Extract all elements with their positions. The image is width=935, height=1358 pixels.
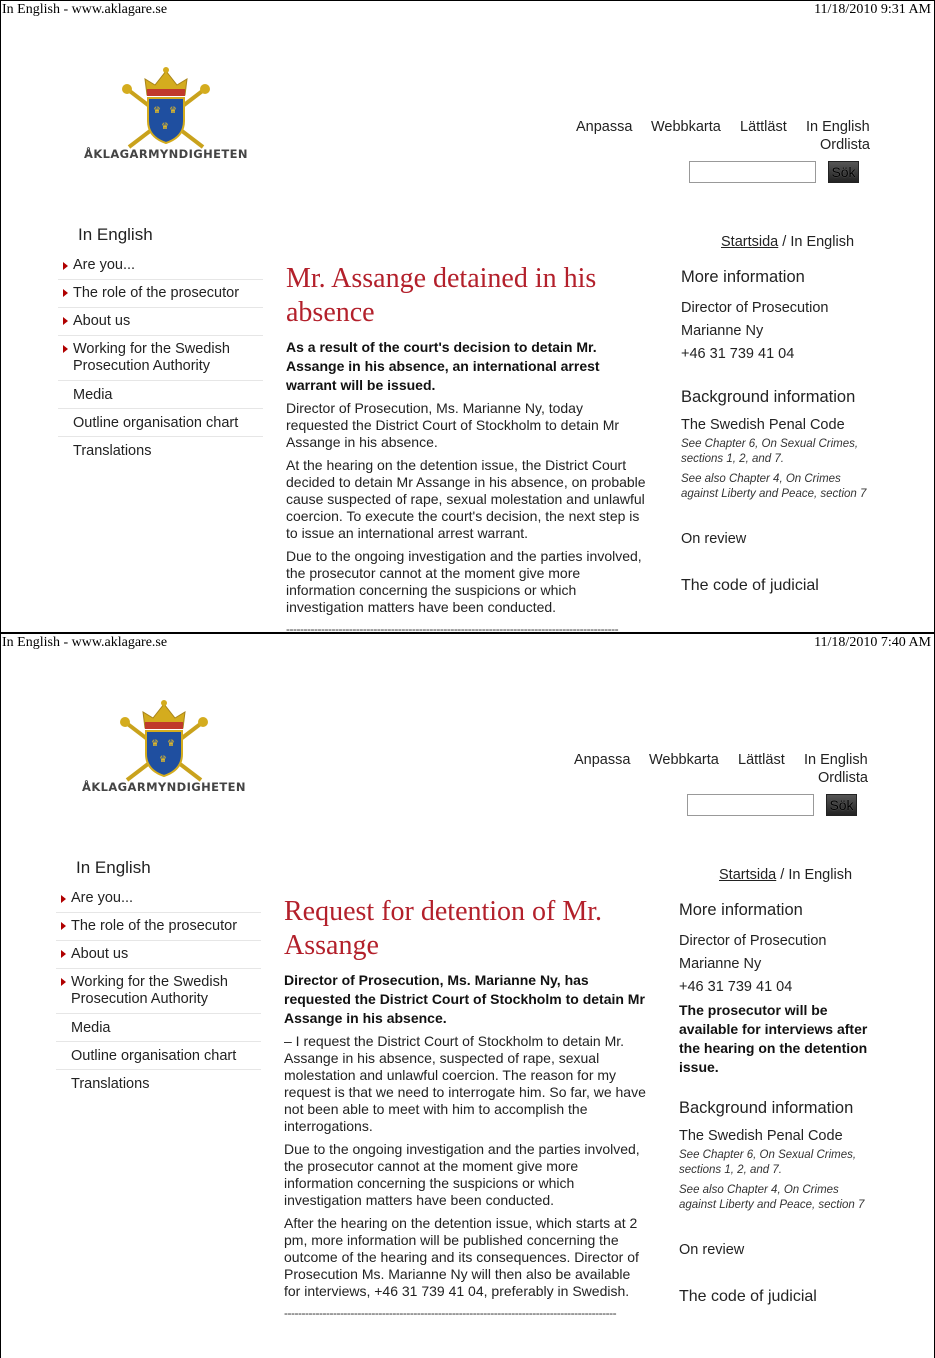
article-divider: ----------------------------------------------------------------------------------------------- [286, 622, 619, 633]
breadcrumb [719, 867, 852, 883]
nav-in-english-link[interactable]: In English [804, 752, 868, 768]
left-nav-title: In English [76, 858, 151, 877]
article-paragraph: Director of Prosecution, Ms. Marianne Ny, today requested the District Court of Stockholm to detain Mr Assange in his absence. [286, 400, 620, 450]
left-nav-item-about-us[interactable] [58, 308, 263, 336]
search-button[interactable] [826, 794, 857, 816]
arrow-right-icon [61, 950, 66, 958]
article-divider: ----------------------------------------------------------------------------------------------- [284, 1306, 617, 1320]
search-input[interactable] [689, 161, 816, 183]
contact-role: Director of Prosecution [679, 933, 827, 949]
svg-text:♛: ♛ [169, 106, 178, 116]
left-nav-item-label: Translations [71, 1076, 150, 1092]
nav-ordlista-link[interactable]: Ordlista [820, 137, 870, 153]
article-lead: Director of Prosecution, Ms. Marianne Ny, has requested the District Court of Stockholm to detain Mr Assange in his absence. [284, 972, 645, 1026]
penal-code-link[interactable]: The Swedish Penal Code [679, 1128, 843, 1144]
print-header-timestamp: 11/18/2010 7:40 AM [814, 635, 931, 650]
article-paragraph: At the hearing on the detention issue, the District Court decided to detain Mr Assange in his absence, on probable cause suspected of rape, sexual molestation and unlawful coercion. To execute the court's decision, the next step is to issue an international arrest warrant. [286, 457, 646, 541]
breadcrumb-home-link[interactable]: Startsida [719, 867, 777, 883]
arrow-right-icon [63, 345, 68, 353]
penal-code-note-also: See also Chapter 4, On Crimes against Liberty and Peace, section 7 [679, 1184, 865, 1211]
penal-code-note-also: See also Chapter 4, On Crimes against Liberty and Peace, section 7 [681, 473, 867, 500]
contact-role: Director of Prosecution [681, 300, 829, 316]
left-nav-item-label: The role of the prosecutor [71, 918, 238, 934]
article-paragraph: – I request the District Court of Stockholm to detain Mr. Assange in his absence, suspected of rape, sexual molestation and unlawful coercion. The reason for my request is that we need to interrogate him. So far, we have not been able to meet with him to accomplish the interrogations. [284, 1033, 646, 1134]
crown-shield-icon [119, 698, 209, 782]
left-nav-item-are-you[interactable] [58, 253, 263, 280]
left-nav-item-label: The role of the prosecutor [73, 285, 240, 301]
arrow-right-icon [63, 317, 68, 325]
search-input[interactable] [687, 794, 814, 816]
article-paragraph: Due to the ongoing investigation and the parties involved, the prosecutor cannot at the moment give more information concerning the suspicions or which investigation matters have been conducted. [284, 1141, 640, 1208]
arrow-right-icon [61, 978, 66, 986]
left-nav-item-are-you[interactable] [56, 886, 261, 913]
svg-text:♛: ♛ [161, 122, 170, 132]
left-nav-item-label: Working for the Swedish Prosecution Authority [71, 974, 228, 1007]
penal-code-note: See Chapter 6, On Sexual Crimes, sections 1, 2, and 7. [681, 438, 859, 465]
logo-wordmark: ÅKLAGARMYNDIGHETEN [82, 780, 246, 794]
breadcrumb-separator: / [778, 234, 791, 250]
print-header-title: In English - www.aklagare.se [2, 635, 168, 650]
capture-request [0, 633, 935, 1358]
nav-ordlista-link[interactable]: Ordlista [818, 770, 868, 786]
breadcrumb-current: In English [790, 234, 855, 250]
article [286, 262, 648, 633]
left-nav-item-translations[interactable] [58, 437, 263, 465]
contact-name: Marianne Ny [679, 956, 762, 972]
left-navigation [58, 253, 263, 465]
left-nav-item-media[interactable] [58, 381, 263, 409]
left-nav-item-label: Translations [73, 443, 152, 459]
print-header-timestamp: 11/18/2010 9:31 AM [814, 2, 931, 17]
left-navigation [56, 886, 261, 1098]
arrow-right-icon [63, 289, 68, 297]
code-judicial-link[interactable]: The code of judicial [679, 1288, 817, 1305]
left-nav-item-role-of-prosecutor[interactable] [58, 280, 263, 308]
breadcrumb-current: In English [788, 867, 853, 883]
penal-code-note: See Chapter 6, On Sexual Crimes, sections 1, 2, and 7. [679, 1149, 857, 1176]
left-nav-item-label: Are you... [71, 890, 134, 906]
arrow-right-icon [63, 262, 68, 270]
contact-phone: +46 31 739 41 04 [681, 346, 795, 362]
contact-phone: +46 31 739 41 04 [679, 979, 793, 995]
breadcrumb [721, 234, 854, 250]
nav-anpassa-link[interactable]: Anpassa [576, 119, 633, 135]
article-paragraph: After the hearing on the detention issue, which starts at 2 pm, more information will be published concerning the outcome of the hearing and its consequences. Director of Prosecution Ms. Marianne Ny will then also be available for interviews, +46 31 739 41 04, preferably in Swedish. [284, 1215, 639, 1299]
contact-name: Marianne Ny [681, 323, 764, 339]
crown-shield-icon [121, 65, 211, 149]
svg-text:♛: ♛ [153, 106, 162, 116]
article-title: Request for detention of Mr. Assange [284, 896, 603, 961]
left-nav-item-label: Outline organisation chart [71, 1048, 237, 1064]
code-judicial-link[interactable]: The code of judicial [681, 577, 819, 594]
article-title: Mr. Assange detained in his absence [286, 263, 597, 328]
breadcrumb-separator: / [776, 867, 789, 883]
left-nav-item-label: About us [73, 313, 131, 329]
left-nav-item-organisation-chart[interactable] [56, 1042, 261, 1070]
search-button-label: Sök [831, 164, 856, 180]
site-logo[interactable] [79, 698, 249, 808]
svg-text:♛: ♛ [167, 739, 176, 749]
arrow-right-icon [61, 922, 66, 930]
left-nav-item-translations[interactable] [56, 1070, 261, 1098]
site-logo[interactable] [81, 65, 251, 175]
nav-anpassa-link[interactable]: Anpassa [574, 752, 631, 768]
search-button[interactable] [828, 161, 859, 183]
breadcrumb-home-link[interactable]: Startsida [721, 234, 779, 250]
search-button-label: Sök [829, 797, 854, 813]
print-header-title: In English - www.aklagare.se [2, 2, 168, 17]
left-nav-item-media[interactable] [56, 1014, 261, 1042]
more-information-heading: More information [681, 268, 805, 286]
left-nav-item-label: Media [71, 1020, 111, 1036]
left-nav-item-label: Working for the Swedish Prosecution Authority [73, 341, 230, 374]
penal-code-link[interactable]: The Swedish Penal Code [681, 417, 845, 433]
svg-text:♛: ♛ [151, 739, 160, 749]
article-paragraph: Due to the ongoing investigation and the parties involved, the prosecutor cannot at the moment give more information concerning the suspicions or which investigation matters have been conducted. [286, 548, 642, 615]
left-nav-item-working-for[interactable] [56, 969, 261, 1014]
left-nav-item-label: Outline organisation chart [73, 415, 239, 431]
right-sidebar [681, 268, 871, 599]
left-nav-item-label: Are you... [73, 257, 136, 273]
svg-text:♛: ♛ [159, 755, 168, 765]
sidebar-bold-note: The prosecutor will be available for interviews after the hearing on the detention issue. [679, 1002, 868, 1075]
nav-webbkarta-link[interactable]: Webbkarta [651, 119, 721, 135]
nav-lattlast-link[interactable]: Lättläst [740, 119, 787, 135]
background-information-heading: Background information [679, 1099, 854, 1117]
more-information-heading: More information [679, 901, 803, 919]
background-information-heading: Background information [681, 388, 856, 406]
capture-detained [0, 0, 935, 633]
left-nav-title: In English [78, 225, 153, 244]
arrow-right-icon [61, 895, 66, 903]
logo-wordmark: ÅKLAGARMYNDIGHETEN [84, 147, 248, 161]
on-review-link[interactable]: On review [679, 1242, 745, 1258]
left-nav-item-label: About us [71, 946, 129, 962]
right-sidebar [679, 901, 869, 1310]
on-review-link[interactable]: On review [681, 531, 747, 547]
print-header [1, 634, 934, 652]
nav-in-english-link[interactable]: In English [806, 119, 870, 135]
article [284, 895, 646, 1320]
left-nav-item-organisation-chart[interactable] [58, 409, 263, 437]
left-nav-item-working-for[interactable] [58, 336, 263, 381]
left-nav-item-about-us[interactable] [56, 941, 261, 969]
left-nav-item-label: Media [73, 387, 113, 403]
nav-lattlast-link[interactable]: Lättläst [738, 752, 785, 768]
nav-webbkarta-link[interactable]: Webbkarta [649, 752, 719, 768]
print-header [1, 1, 934, 19]
left-nav-item-role-of-prosecutor[interactable] [56, 913, 261, 941]
article-lead: As a result of the court's decision to detain Mr. Assange in his absence, an international arrest warrant will be issued. [286, 339, 600, 393]
